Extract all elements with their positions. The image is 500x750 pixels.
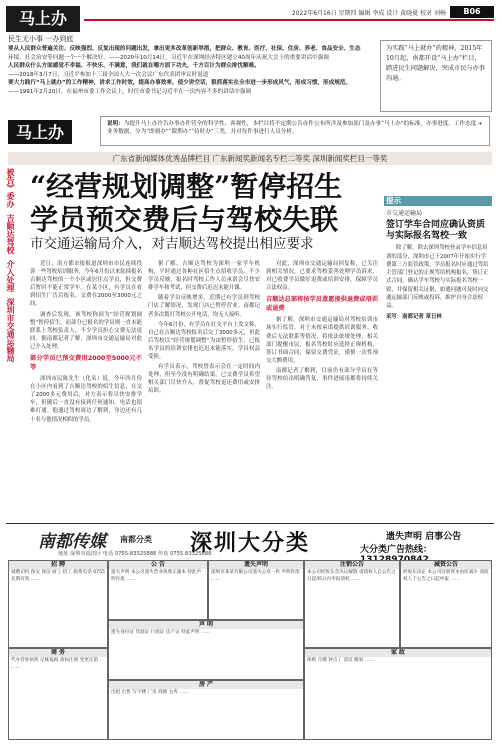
- classified-heading: 家 政: [305, 649, 491, 657]
- paragraph: 南都记者了解到，目前仍有部分学员在等待驾校给出明确答复，事件进展南都将持续关注。: [266, 367, 378, 391]
- classified-cell: [400, 560, 492, 648]
- classified-cell: [108, 680, 304, 740]
- vertical-tag: 介入处理: [6, 260, 15, 292]
- classified-heading: 注销公告: [305, 561, 399, 569]
- classified-text: 出租 出售 写字楼 厂房 商铺 仓库 ……: [111, 690, 189, 696]
- vertical-tags: [6, 168, 16, 538]
- classified-text: 深圳市某某有限公司遗失公章一枚 声明作废 ……: [211, 570, 300, 582]
- vertical-tag: 吉顺达驾校: [6, 214, 15, 254]
- page-number: B06: [450, 6, 494, 18]
- ad-divider: [6, 523, 494, 524]
- quote-line: 要从人民群众普遍关注、反映强烈、反复出现的问题出发，拿出更多改革创新举措，把群众、教育、医疗、社保、住房、养老、食品安全、生态: [8, 46, 361, 52]
- paragraph: 今年6月份，有学员在社交平台上发文称，自己在吉顺达驾校报名后交了3000多元，但此后驾校以“经营规划调整”为由暂停招生，已报名学员的培训安排也迟迟未能落实，学员权益受损。: [148, 321, 260, 361]
- classified-cell: [108, 560, 208, 620]
- classified-cell: [208, 560, 304, 620]
- tips-title: 签订学车合同应确认资质与实际报名驾校一致: [386, 220, 486, 242]
- classified-text: 代办营业执照 记账报税 商标注册 变更注销 ……: [11, 658, 99, 670]
- classified-heading: 减资公告: [401, 561, 491, 569]
- classified-cell: [304, 648, 492, 740]
- classified-heading: 商 务: [9, 649, 107, 657]
- section-heading: 部分学员已预交费用2000至5000元不等: [30, 355, 142, 372]
- headline-line: “经营规划调整”暂停招生: [30, 170, 343, 203]
- svg-text:马上办: 马上办: [15, 123, 65, 142]
- page-info: 2022年6月16日 星期四 编辑 李成 设计 黄晓曼 校对 刘畅: [291, 10, 446, 17]
- explanation-box: [100, 116, 490, 146]
- paragraph: 据了解，深圳市交通运输局对驾校培训市场实行监管，对于未按承诺提供培训服务、收费后无法联系等情况，将依法依规处理。相关部门提醒市民，报名驾校时应选择正规机构，签订书面合同，保留交费凭证，谨慎一次性预交大额费用。: [266, 317, 378, 364]
- classified-heading: 招 聘: [9, 561, 107, 569]
- article-column-2: [148, 260, 260, 520]
- classified-text: 遗失身份证 驾驶证 行驶证 房产证 特此声明 ……: [111, 630, 211, 636]
- column-intro-box: 为实践“马上就办”的精神，2015年10月起，南都开设“马上办”栏目，踏进民生问题解决，突成市民与办事沟通。: [380, 40, 492, 112]
- classified-cell: [8, 648, 108, 740]
- quote-line: ——2018年3月7日，习近平参加十三届全国人大一次会议广东代表团审议时说道: [8, 71, 209, 78]
- header-rule: [84, 19, 494, 21]
- quote-line: 人民群众什么方面感觉不幸福、不快乐、不满意，我们就在哪方面下功夫，千方百计为群众排忧解难。: [8, 63, 260, 70]
- tips-kicker: 市交通运输局: [386, 210, 423, 217]
- vertical-tag: 被告》委办: [6, 168, 15, 208]
- ad-notice-heading: 遗失声明 启事公告: [386, 532, 462, 542]
- tips-label: 提示: [386, 196, 401, 205]
- ad-title: 深圳大分类: [190, 531, 311, 556]
- column-logo: [8, 118, 72, 146]
- classified-heading: 声 明: [109, 621, 303, 629]
- classified-cell: [8, 560, 108, 648]
- paragraph: 近日，南方都市报报道深圳市市民连续投诉一些驾校培训服务，今年6月份以来陆续报名吉顺达驾校的一个小区或居住点学员，但交费后暂时不能正常学车。在某小区，有学员在看到招生广告后报名，交费在2000至3000元之间。: [30, 261, 142, 308]
- paragraph: 深圳市民陈先生（化名）说，今年四月份在小区内看到了吉顺达驾校的招生信息，在交了2000多元费用后，对方表示将尽快安排学车，但随后一直没有接到任何通知，电话也很难打通。他通过驾校周边了解到，身边还有几十名与他情况相似的学员。: [30, 376, 142, 423]
- explanation-text: 为提升马上办许告办事办件营全的科学性、客观性，本栏目将不定期公告办件公布所涉及参加部门及办事“马上办”的标准，办事进度，工作态度 + 业务数据，分为“即刻办”“限期办”“待时办”三类，并对每件事进行人员分析。: [107, 121, 483, 135]
- classified-text: 经股东决定 本公司注册资本由原减少 请债权人于公告之日起申报 ……: [403, 570, 489, 582]
- paragraph: 据了解，吉顺达驾校为深圳一家学车机构，平时通过各种社区招生点招收学员。不少学员反映，报名时驾校工作人员承诺会尽快安排学车和考试，但交费后迟迟未能开课。: [148, 261, 260, 292]
- headline-line: 学员预交费后与驾校失联: [30, 203, 339, 236]
- classified-text: 诚聘司机 保安 保洁 厨工 招工 联系电话 0755 长期有效 ……: [11, 570, 105, 582]
- classified-heading: 公 告: [109, 561, 207, 569]
- classified-text: 遗失声明 本公司遗失营业执照正副本 特此声明作废 ……: [111, 570, 202, 582]
- awards-bar: 广东省新闻媒体优秀品牌栏目 广东新闻奖新闻名专栏二等奖 深圳新闻奖栏目一等奖: [8, 152, 492, 165]
- article-column-3: [266, 260, 378, 520]
- ad-contact: 地址 深圳市福田区 电话 0755-83325888 传真 0755-83325888: [58, 551, 212, 557]
- paragraph: 调查后发现，该驾校称因为“经营规划调整”暂停招生，而部分已报名的学员则一直未能联系上驾校负责人，不少学员担心交费无法退回。据南都记者了解，深圳市交通运输局对此已介入处理。: [30, 311, 142, 350]
- paragraph: 随着学员反映增多，近期已有学员到驾校门店了解情况，发现门店已暂停营业。南都记者多次拨打驾校公开电话，均无人接听。: [148, 295, 260, 318]
- quote-line: 环境、社会治安等问题一个一个解决好。——2020年10月14日，习近平在深圳经济特区建立40周年庆祝大会上的重要讲话中强调: [8, 54, 329, 61]
- quote-line: 要大力践行“马上就办”的工作精神，讲求工作时效，提高办事效率，使少讲空话，狠抓落实在全市进一步形成风气，形成习惯，形成规范。: [8, 80, 351, 87]
- vertical-tag: 深圳市交通运输局: [6, 298, 15, 362]
- classified-text: 本公司经股东会决议解散 请债权人自公告之日起45日内申报债权 ……: [307, 570, 396, 582]
- tips-column: [386, 210, 490, 321]
- ad-hotline: 大分类广告热线：: [360, 545, 433, 555]
- classified-text: 保姆 月嫂 钟点工 清洁 搬家 ……: [307, 658, 375, 664]
- article-column-1: [30, 260, 142, 520]
- article-subhead: 市交通运输局介入，对吉顺达驾校提出相应要求: [30, 236, 314, 252]
- paragraph: 对此，深圳市交通运输局回复称，已关注到相关情况，已要求驾校妥善处理学员诉求，对已收费学员做好退费或培训安排，保障学员合法权益。: [266, 261, 378, 292]
- section-heading: 吉顺达总部将按学员意愿提供退费或培训或退费: [266, 296, 378, 313]
- classified-grid: [8, 560, 492, 740]
- classified-heading: 房 产: [109, 681, 303, 689]
- paragraph: 有学员表示，驾校曾表示会在一定时间内处理，但至今没有明确结果。已交费学员希望相关部门尽快介入，督促驾校退还费用或安排培训。: [148, 364, 260, 395]
- tips-body: 除了解，除去深圳驾校登录学车信息培训的部分，深圳市已于2007年开始实行学费第三方监管政策，学员报名时应通过驾培主管部门登记的正规驾培机构报名，签订正式合同，确认学车驾校与实际报名驾校一致，并保留相关证据，如遇问题可及时向交通运输部门反映或投诉，维护自身合法权益。: [386, 245, 489, 310]
- classified-heading: 遗失声明: [209, 561, 303, 569]
- ad-brand-2: 南都分类: [120, 535, 152, 544]
- article-headline: [30, 170, 390, 236]
- explanation-label: 说明：: [107, 121, 124, 127]
- top-quotes: [8, 45, 373, 97]
- classified-cell: [108, 620, 304, 680]
- quote-line: ——1991年2月20日，在福州市委工作会议上，时任市委书记习近平在一次内容不多的讲话中强调: [8, 88, 252, 95]
- slogan: 民生无小事 一办到底: [8, 35, 74, 43]
- byline: 采写：南都记者 章日林: [386, 313, 442, 320]
- ad-brand: 南都传媒: [38, 532, 106, 552]
- classified-cell: [304, 560, 400, 648]
- masthead: 马上办: [6, 6, 80, 32]
